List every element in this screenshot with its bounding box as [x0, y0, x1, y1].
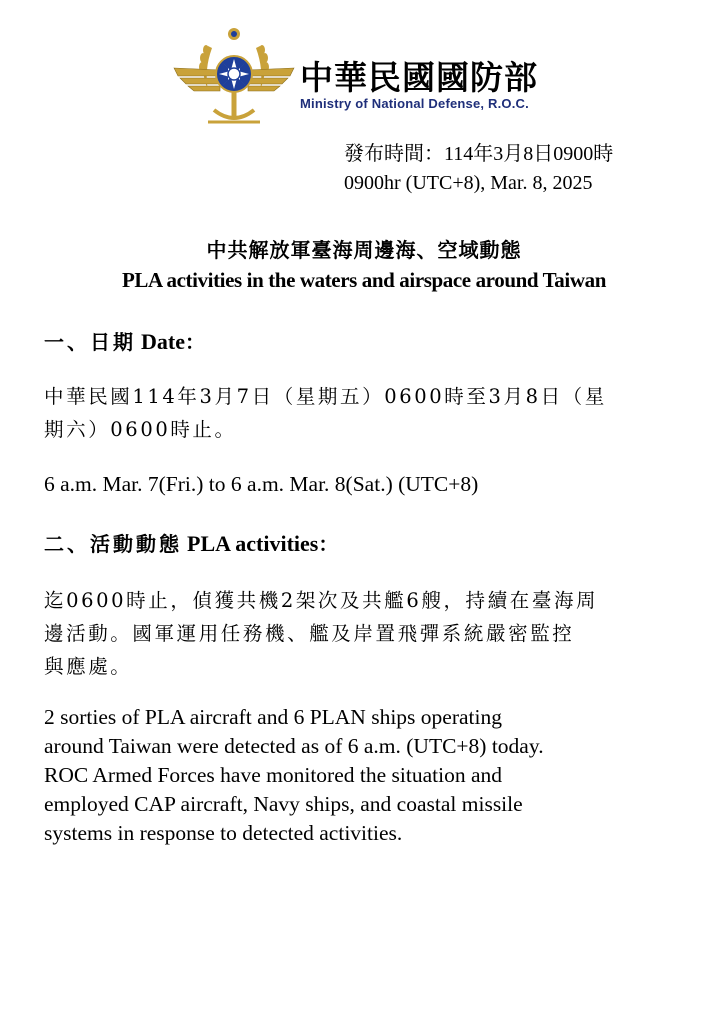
activities-zh-line-3: 與應處。: [44, 655, 133, 678]
section-activities-heading: [44, 528, 341, 557]
activities-zh-line-1: 迄0600時止，偵獲共機2架次及共艦6艘，持續在臺海周: [44, 589, 599, 612]
title-en: PLA activities in the waters and airspace around Taiwan: [122, 268, 606, 292]
activities-en-line-1: 2 sorties of PLA aircraft and 6 PLAN ships operating: [44, 705, 502, 729]
header: [168, 26, 588, 128]
section-activities-text-en: [44, 703, 684, 848]
page-title: [0, 234, 728, 294]
activities-en-line-5: systems in response to detected activities.: [44, 821, 403, 845]
activities-zh-line-2: 邊活動。國軍運用任務機、艦及岸置飛彈系統嚴密監控: [44, 622, 575, 645]
section-date-heading-suffix: ：: [184, 330, 208, 354]
org-name-zh: 中華民國國防部: [300, 58, 538, 97]
section-date-line-1: 中華民國114年3月7日（星期五）0600時至3月8日（星: [44, 385, 607, 408]
activities-en-line-4: employed CAP aircraft, Navy ships, and coastal missile: [44, 792, 523, 816]
section-date-text-en: 6 a.m. Mar. 7(Fri.) to 6 a.m. Mar. 8(Sat.) (UTC+8): [44, 472, 479, 496]
section-activities-heading-zh: 二、活動動態: [44, 532, 182, 556]
activities-en-line-3: ROC Armed Forces have monitored the situation and: [44, 763, 502, 787]
release-time: [344, 140, 613, 198]
section-activities-text-zh: [44, 584, 684, 683]
title-zh: 中共解放軍臺海周邊海、空域動態: [206, 238, 522, 262]
section-date-heading: [44, 326, 208, 355]
section-date-heading-zh: 一、日期: [44, 330, 136, 354]
section-activities-heading-suffix: ：: [318, 532, 342, 556]
release-time-en: 0900hr (UTC+8), Mar. 8, 2025: [344, 172, 593, 194]
release-time-zh: 發布時間：114年3月8日0900時: [344, 143, 614, 165]
activities-en-line-2: around Taiwan were detected as of 6 a.m. (UTC+8) today.: [44, 734, 544, 758]
mnd-emblem-icon: [168, 26, 300, 128]
section-activities-heading-en: PLA activities: [187, 531, 319, 556]
section-date-text-zh: [44, 380, 684, 446]
org-name-en: Ministry of National Defense, R.O.C.: [300, 96, 529, 111]
section-date-line-2: 期六）0600時止。: [44, 418, 237, 441]
section-date-heading-en: Date: [141, 329, 185, 354]
